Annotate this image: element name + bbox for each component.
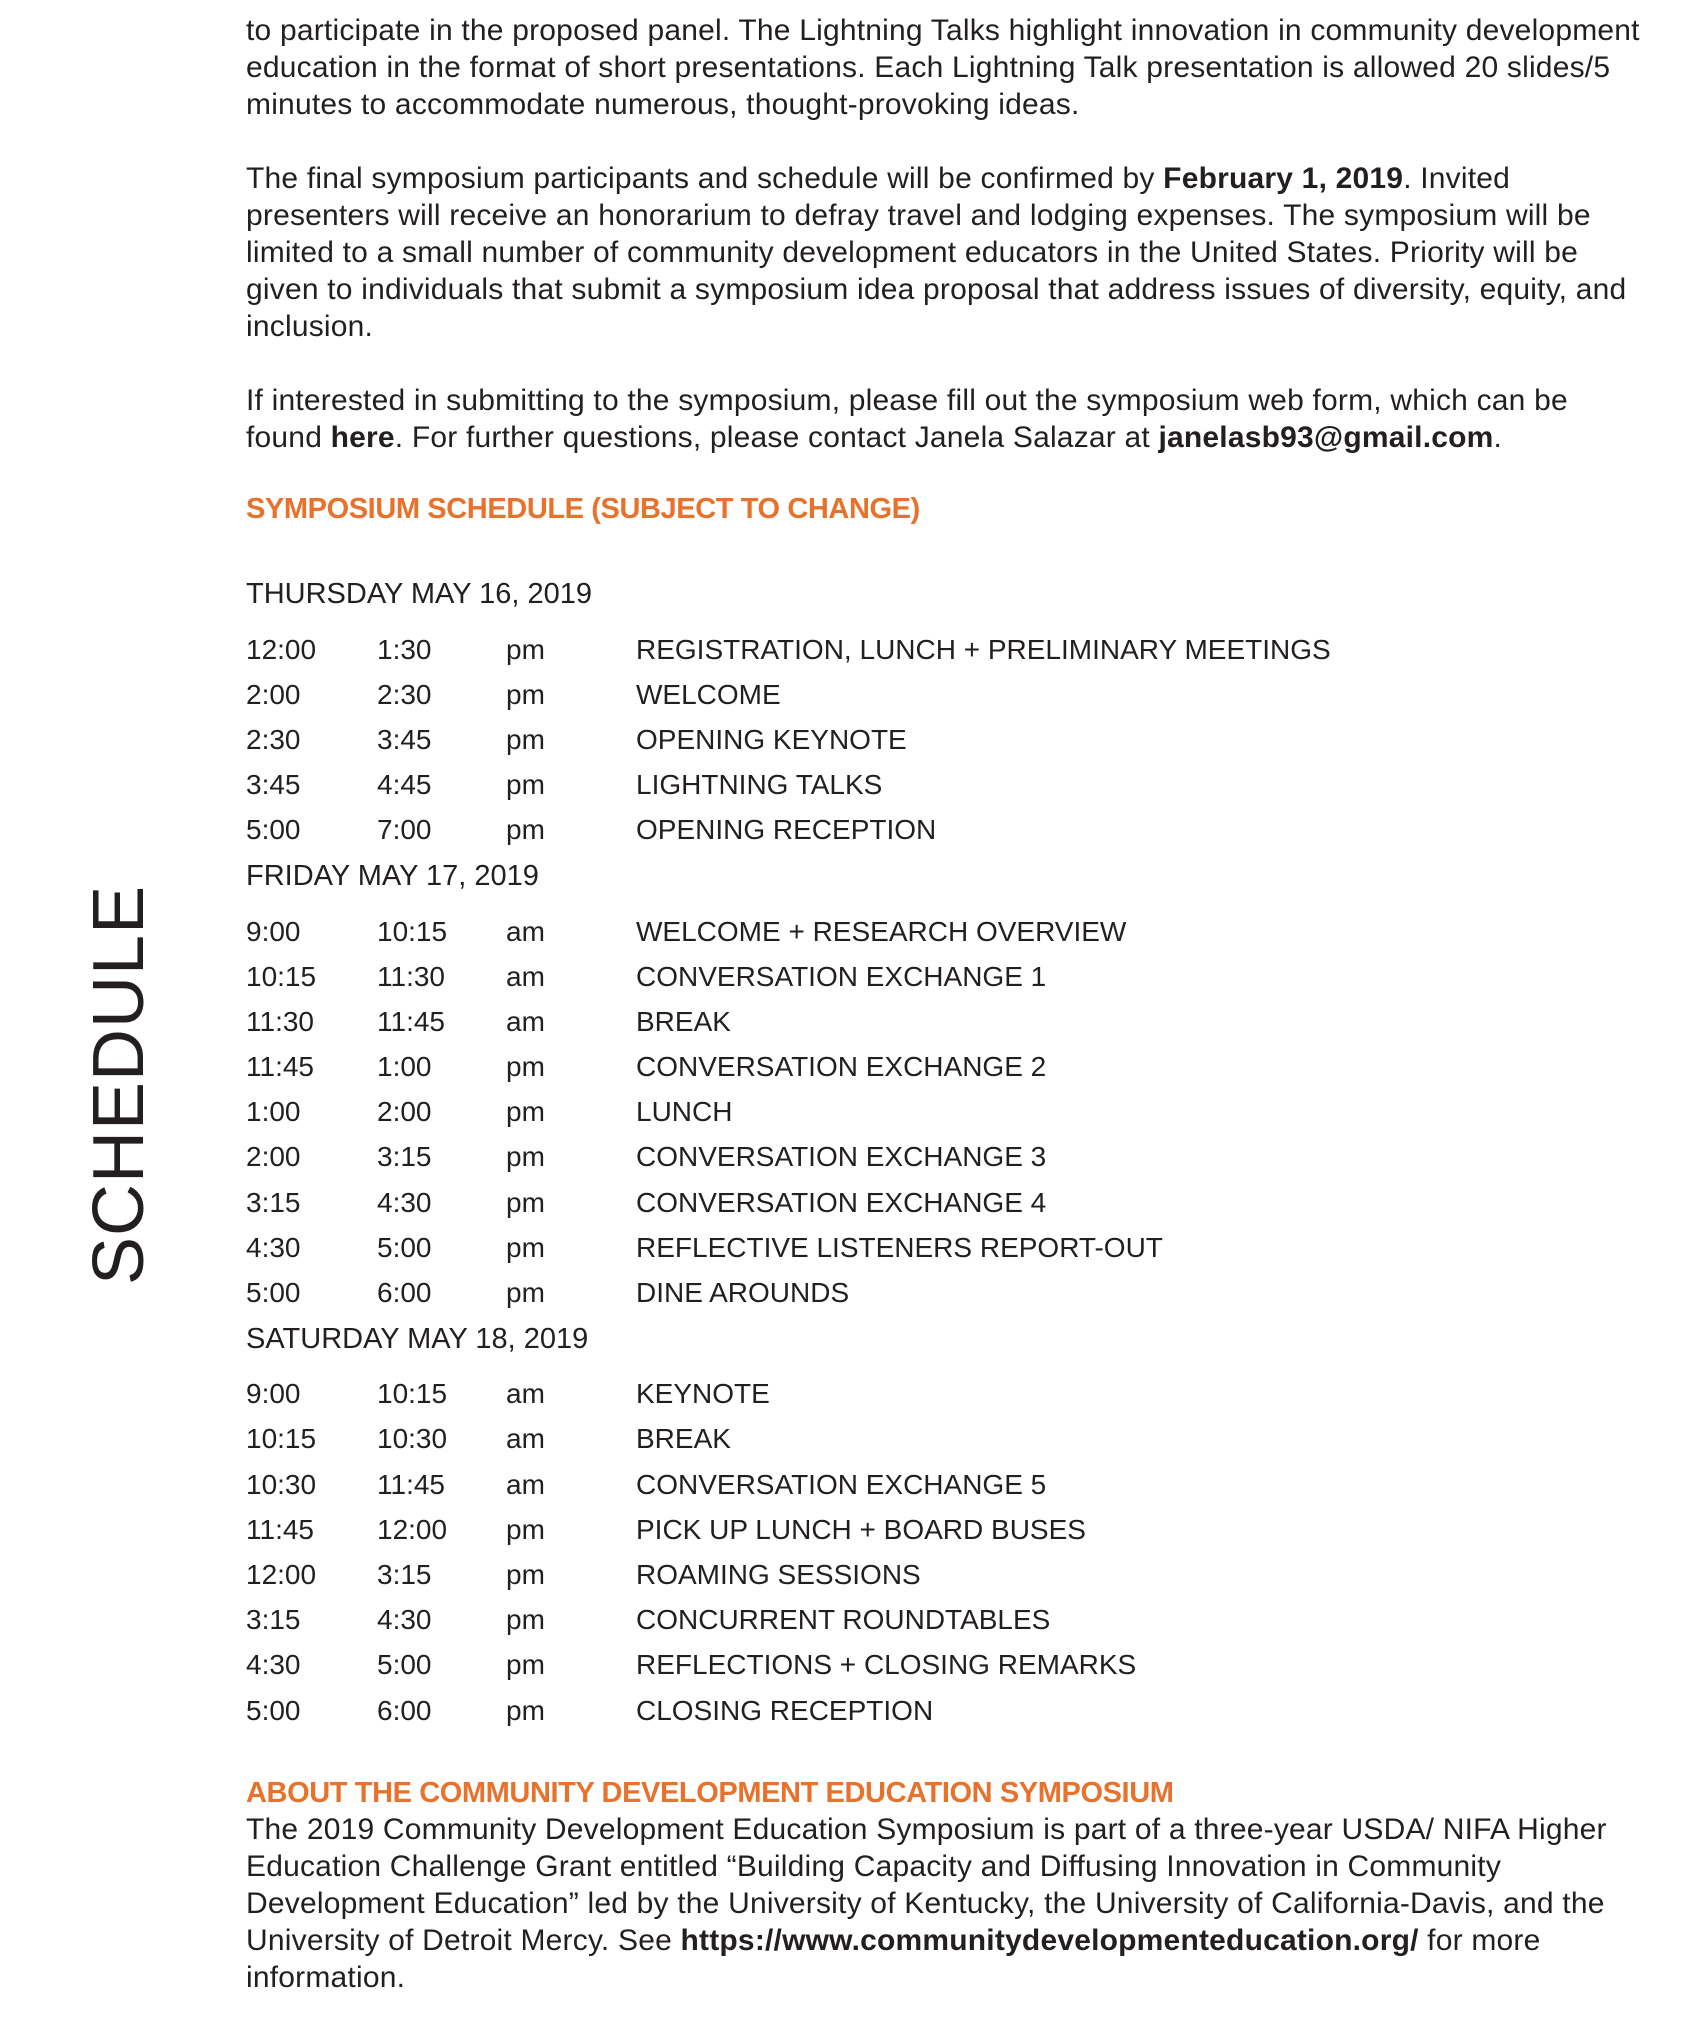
schedule-row <box>246 999 1646 1044</box>
day-heading: THURSDAY MAY 16, 2019 <box>246 578 593 610</box>
schedule-row <box>246 1688 1646 1733</box>
meridiem: pm <box>506 1604 545 1636</box>
event-name: CONVERSATION EXCHANGE 5 <box>636 1468 1047 1500</box>
schedule-row <box>246 672 1646 717</box>
event-name: ROAMING SESSIONS <box>636 1558 921 1590</box>
meridiem: pm <box>506 1141 545 1173</box>
meridiem: am <box>506 960 545 992</box>
schedule-day <box>246 574 1646 853</box>
contact-email-link[interactable]: janelasb93@gmail.com <box>1158 421 1494 454</box>
about-heading: ABOUT THE COMMUNITY DEVELOPMENT EDUCATION SYMPOSIUM <box>246 1777 1174 1810</box>
schedule-row <box>246 1643 1646 1688</box>
schedule-row <box>246 909 1646 954</box>
day-heading: SATURDAY MAY 18, 2019 <box>246 1322 589 1355</box>
schedule-row <box>246 1225 1646 1270</box>
meridiem: pm <box>506 1051 545 1083</box>
contact-text-end: . <box>1493 421 1503 454</box>
schedule-row <box>246 1552 1646 1597</box>
about-paragraph <box>246 1811 1646 1996</box>
start-time: 10:15 <box>246 1423 317 1455</box>
end-time: 4:30 <box>377 1186 432 1218</box>
start-time: 3:15 <box>246 1186 301 1218</box>
schedule-row <box>246 1462 1646 1507</box>
end-time: 12:00 <box>377 1513 448 1545</box>
intro-paragraph-3 <box>246 382 1646 456</box>
event-name: BREAK <box>636 1423 731 1455</box>
schedule-row <box>246 627 1646 672</box>
meridiem: pm <box>506 1096 545 1128</box>
start-time: 5:00 <box>246 814 301 846</box>
schedule-row <box>246 1372 1646 1417</box>
start-time: 5:00 <box>246 1694 301 1726</box>
end-time: 3:45 <box>377 723 432 755</box>
schedule-row <box>246 1045 1646 1090</box>
meridiem: pm <box>506 678 545 710</box>
start-time: 5:00 <box>246 1277 301 1309</box>
start-time: 12:00 <box>246 1558 317 1590</box>
schedule-row <box>246 763 1646 808</box>
confirmation-date: February 1, 2019 <box>1163 162 1404 195</box>
confirmation-text: The final symposium participants and schedule will be confirmed by <box>246 162 1164 195</box>
meridiem: pm <box>506 1186 545 1218</box>
event-name: CONVERSATION EXCHANGE 2 <box>636 1051 1047 1083</box>
event-name: KEYNOTE <box>636 1378 770 1410</box>
schedule-row <box>246 1090 1646 1135</box>
about-text: The 2019 Community Development Education Symposium is part of a three-year USDA/ NIFA Higher Education Challenge Grant entitled “Building Capacity and Diffusing Innovation in Community Development Education” led by the University of Kentucky, the University of California-Davis, and the University of Detroit Mercy. See <box>246 1813 1607 1958</box>
start-time: 9:00 <box>246 915 301 947</box>
event-name: REFLECTIVE LISTENERS REPORT-OUT <box>636 1231 1163 1263</box>
side-section-label: SCHEDULE <box>79 884 159 1285</box>
event-name: CLOSING RECEPTION <box>636 1694 934 1726</box>
end-time: 3:15 <box>377 1141 432 1173</box>
schedule-day <box>246 1319 1646 1734</box>
meridiem: am <box>506 1378 545 1410</box>
meridiem: pm <box>506 723 545 755</box>
event-name: REGISTRATION, LUNCH + PRELIMINARY MEETINGS <box>636 633 1331 665</box>
end-time: 4:45 <box>377 769 432 801</box>
start-time: 10:15 <box>246 960 317 992</box>
meridiem: pm <box>506 1694 545 1726</box>
schedule-row <box>246 1135 1646 1180</box>
end-time: 10:30 <box>377 1423 448 1455</box>
start-time: 3:45 <box>246 769 301 801</box>
end-time: 6:00 <box>377 1277 432 1309</box>
event-name: REFLECTIONS + CLOSING REMARKS <box>636 1649 1137 1681</box>
start-time: 4:30 <box>246 1649 301 1681</box>
schedule-row <box>246 1270 1646 1315</box>
end-time: 5:00 <box>377 1231 432 1263</box>
event-name: CONVERSATION EXCHANGE 1 <box>636 960 1047 992</box>
meridiem: pm <box>506 1649 545 1681</box>
schedule-row <box>246 954 1646 999</box>
end-time: 3:15 <box>377 1558 432 1590</box>
end-time: 11:30 <box>377 960 445 992</box>
start-time: 2:00 <box>246 1141 301 1173</box>
event-name: WELCOME + RESEARCH OVERVIEW <box>636 915 1127 947</box>
event-name: CONVERSATION EXCHANGE 3 <box>636 1141 1047 1173</box>
page-content <box>246 12 1646 2033</box>
schedule-day <box>246 856 1646 1316</box>
start-time: 2:30 <box>246 723 301 755</box>
end-time: 1:30 <box>377 633 432 665</box>
meridiem: pm <box>506 1231 545 1263</box>
schedule-days <box>246 574 1646 1733</box>
end-time: 11:45 <box>377 1005 445 1037</box>
start-time: 11:30 <box>246 1005 314 1037</box>
honorarium-text: . Invited presenters will receive an honorarium to defray travel and lodging expenses. The symposium will be limited to a small number of community development educators in the United States. Priority will be given to individuals that submit a symposium idea proposal that address issues of diversity, equity, and inclusion. <box>246 162 1627 343</box>
schedule-row <box>246 1507 1646 1552</box>
schedule-row <box>246 1417 1646 1462</box>
start-time: 10:30 <box>246 1468 317 1500</box>
event-name: CONVERSATION EXCHANGE 4 <box>636 1186 1047 1218</box>
intro-paragraph-2 <box>246 160 1646 345</box>
schedule-row <box>246 1598 1646 1643</box>
about-text-end: for more information. <box>246 1924 1541 1995</box>
start-time: 12:00 <box>246 633 317 665</box>
end-time: 6:00 <box>377 1694 432 1726</box>
schedule-row <box>246 1180 1646 1225</box>
meridiem: pm <box>506 633 545 665</box>
start-time: 11:45 <box>246 1051 314 1083</box>
end-time: 1:00 <box>377 1051 432 1083</box>
intro-paragraph-1: to participate in the proposed panel. The Lightning Talks highlight innovation in community development education in the format of short presentations. Each Lightning Talk presentation is allowed 20 slides/5 minutes to accommodate numerous, thought-provoking ideas. <box>246 14 1640 121</box>
event-name: LIGHTNING TALKS <box>636 769 883 801</box>
event-name: BREAK <box>636 1005 731 1037</box>
end-time: 5:00 <box>377 1649 432 1681</box>
event-name: OPENING RECEPTION <box>636 814 937 846</box>
schedule-row <box>246 808 1646 853</box>
day-heading: FRIDAY MAY 17, 2019 <box>246 859 539 892</box>
web-form-text: If interested in submitting to the symposium, please fill out the symposium web form, which can be found <box>246 384 1568 454</box>
event-name: WELCOME <box>636 678 781 710</box>
meridiem: pm <box>506 814 545 846</box>
event-name: PICK UP LUNCH + BOARD BUSES <box>636 1513 1086 1545</box>
start-time: 11:45 <box>246 1513 314 1545</box>
meridiem: am <box>506 1423 545 1455</box>
start-time: 2:00 <box>246 678 301 710</box>
end-time: 4:30 <box>377 1604 432 1636</box>
end-time: 10:15 <box>377 1378 448 1410</box>
end-time: 2:00 <box>377 1096 432 1128</box>
contact-text: . For further questions, please contact Janela Salazar at <box>394 421 1159 454</box>
end-time: 11:45 <box>377 1468 445 1500</box>
meridiem: pm <box>506 1558 545 1590</box>
start-time: 1:00 <box>246 1096 301 1128</box>
end-time: 7:00 <box>377 814 432 846</box>
schedule-heading: SYMPOSIUM SCHEDULE (SUBJECT TO CHANGE) <box>246 493 920 525</box>
meridiem: pm <box>506 1513 545 1545</box>
meridiem: am <box>506 915 545 947</box>
web-form-link[interactable]: here <box>330 421 395 454</box>
event-name: OPENING KEYNOTE <box>636 723 907 755</box>
event-name: CONCURRENT ROUNDTABLES <box>636 1604 1051 1636</box>
schedule-row <box>246 717 1646 762</box>
start-time: 4:30 <box>246 1231 301 1263</box>
event-name: LUNCH <box>636 1096 733 1128</box>
meridiem: pm <box>506 1277 545 1309</box>
website-link[interactable]: https://www.communitydevelopmenteducation.org/ <box>680 1924 1419 1958</box>
event-name: DINE AROUNDS <box>636 1277 850 1309</box>
meridiem: pm <box>506 769 545 801</box>
meridiem: am <box>506 1468 545 1500</box>
start-time: 3:15 <box>246 1604 301 1636</box>
start-time: 9:00 <box>246 1378 301 1410</box>
end-time: 10:15 <box>377 915 448 947</box>
end-time: 2:30 <box>377 678 432 710</box>
meridiem: am <box>506 1005 545 1037</box>
